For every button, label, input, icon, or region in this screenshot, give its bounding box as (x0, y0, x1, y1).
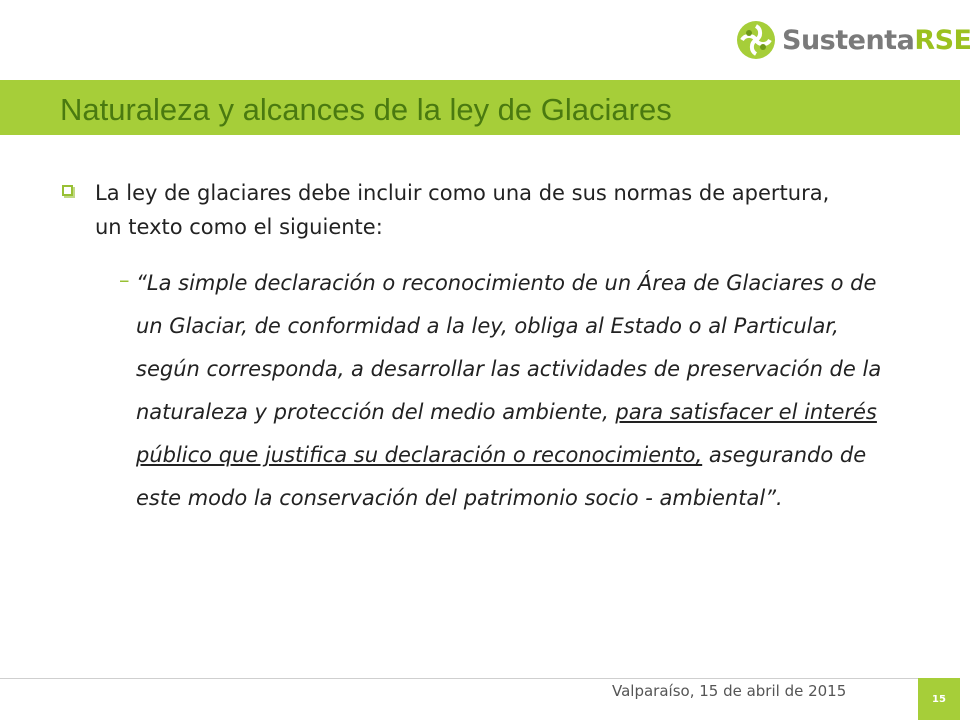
logo-text-part2: RSE (914, 24, 972, 56)
page-number: 15 (918, 678, 960, 720)
logo-text-part1: Sustenta (782, 24, 915, 56)
bullet-point (62, 176, 862, 244)
quote-underlined: para satisfacer el interés público que justifica su declaración o reconocimiento, (136, 400, 877, 467)
bullet-text: La ley de glaciares debe incluir como una de sus normas de apertura, un texto como el siguiente: (95, 181, 830, 239)
sustentarse-logo (736, 18, 972, 62)
slide-title: Naturaleza y alcances de la ley de Glaciares (60, 92, 672, 127)
square-bullet-icon (62, 185, 73, 196)
quote-part1: “La simple declaración o reconocimiento de un Área de Glaciares o de un Glaciar, de conformidad a la ley, obliga al Estado o al Particular, según corresponda, a desarrollar las actividades de preservación de la naturaleza y protección del medio ambiente, (136, 271, 882, 424)
footer-divider (0, 678, 960, 679)
quote-text (136, 262, 896, 520)
footer-date: Valparaíso, 15 de abril de 2015 (612, 682, 847, 700)
logo-wordmark (782, 24, 972, 56)
logo-emblem-icon (736, 20, 776, 60)
title-band (0, 80, 960, 135)
dash-bullet: – (119, 268, 130, 292)
quote-part2: asegurando de este modo la conservación del patrimonio socio - ambiental”. (136, 443, 867, 510)
